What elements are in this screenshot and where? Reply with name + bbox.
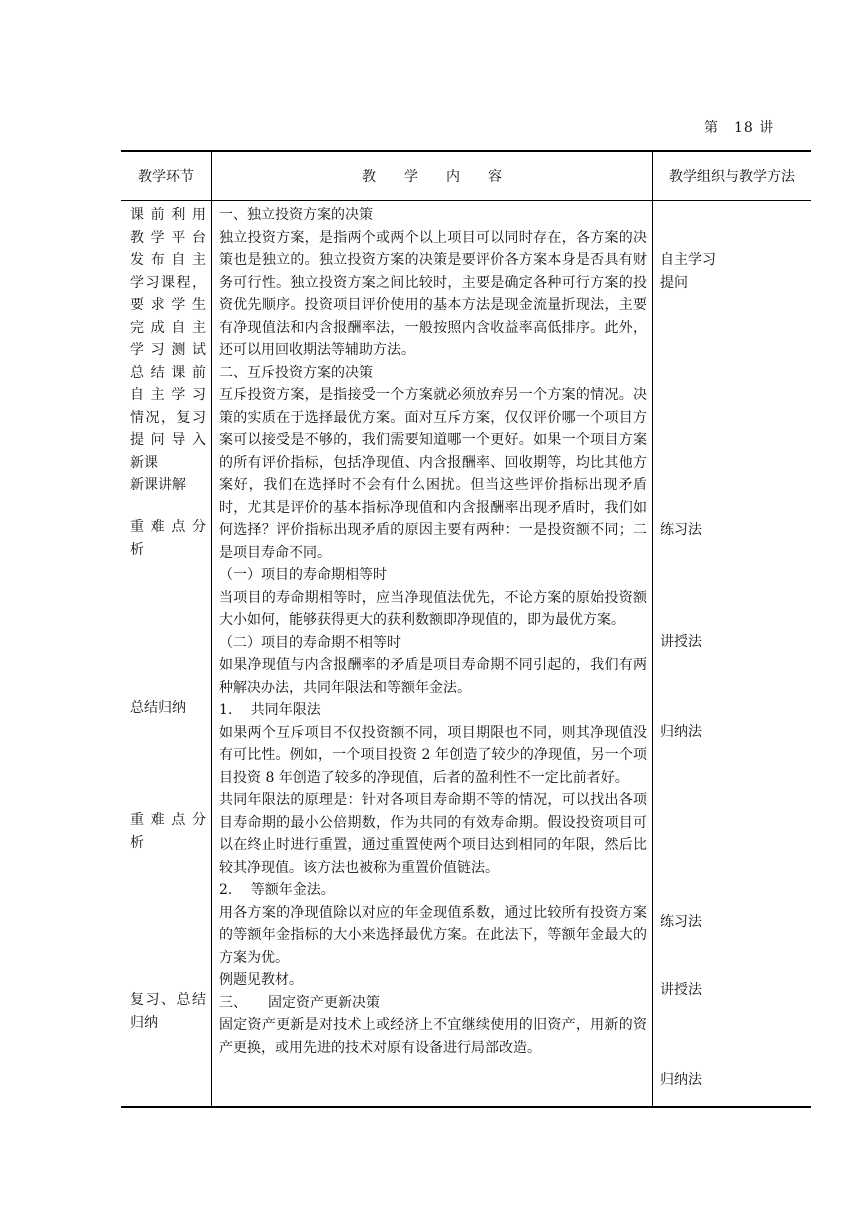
step-line: 学习课程， <box>130 274 206 291</box>
step-line: 析 <box>130 541 144 558</box>
header-divider <box>121 200 811 201</box>
method-practice: 练习法 <box>660 522 702 538</box>
lesson-table <box>121 150 811 1108</box>
header-method: 教学组织与教学方法 <box>669 169 795 185</box>
column-divider <box>211 152 212 1106</box>
section-heading: 一、独立投资方案的决策 <box>219 207 373 223</box>
method-self-study: 自主学习 <box>660 252 716 268</box>
step-line: 总结课前 <box>130 364 206 381</box>
method-practice: 练习法 <box>660 914 702 930</box>
step-line: 教学平台 <box>130 229 206 246</box>
step-line: 新课 <box>130 454 158 471</box>
paragraph: 共同年限法的原理是：针对各项目寿命期不等的情况，可以找出各项目寿命期的最小公倍期数，作为共同的有效寿命期。假设投资项目可以在终止时进行重置，通过重置使两个项目达到相同的年限，然后比较其净现值。该方法也被称为重置价值链法。 <box>219 792 647 876</box>
step-line: 情况，复习 <box>130 409 206 426</box>
step-intro <box>130 362 206 475</box>
header-section: 教学环节 <box>138 169 194 185</box>
step-key-points-2 <box>130 809 206 854</box>
section-heading: 三、 固定资产更新决策 <box>219 994 380 1011</box>
step-line: 要求学生 <box>130 297 206 313</box>
step-line: 完成自主 <box>130 319 206 336</box>
paragraph: 例题见教材。 <box>219 972 303 988</box>
method-lecture: 讲授法 <box>660 982 702 998</box>
paragraph: 固定资产更新是对技术上或经济上不宜继续使用的旧资产，用新的资产更换，或用先进的技术对原有设备进行局部改造。 <box>219 1017 647 1056</box>
header-content: 教 学 内 容 <box>362 169 502 185</box>
numbered-heading: 2. 等额年金法。 <box>219 882 335 898</box>
step-line: 析 <box>130 834 144 851</box>
method-questioning: 提问 <box>660 274 688 291</box>
subsection-heading: （二）项目的寿命期不相等时 <box>219 634 401 651</box>
step-summary <box>130 697 206 720</box>
step-line: 新课讲解 <box>130 477 186 493</box>
step-line: 提问导入 <box>130 432 206 448</box>
method-induction: 归纳法 <box>660 724 702 740</box>
step-preview <box>130 204 206 362</box>
step-line: 学习测试 <box>130 342 206 358</box>
step-line: 自主学习 <box>130 387 206 403</box>
paragraph: 当项目的寿命期相等时，应当净现值法优先，不论方案的原始投资额大小如何，能够获得更大的获利数额即净现值的，即为最优方案。 <box>219 589 647 628</box>
step-line: 归纳 <box>130 1014 158 1031</box>
lecture-number: 第 18 讲 <box>704 120 775 136</box>
paragraph: 如果两个互斥项目不仅投资额不同，项目期限也不同，则其净现值没有可比性。例如，一个项目投资 2 年创造了较少的净现值，另一个项目投资 8 年创造了较多的净现值，后者的盈利性不一定比前者好。 <box>219 724 647 786</box>
step-key-points <box>130 516 206 561</box>
step-line: 重难点分 <box>130 519 206 535</box>
column-divider <box>652 152 653 1106</box>
step-line: 课前利用 <box>130 207 206 223</box>
paragraph: 用各方案的净现值除以对应的年金现值系数，通过比较所有投资方案的等额年金指标的大小来选择最优方案。在此法下，等额年金最大的方案为优。 <box>219 904 647 966</box>
subsection-heading: （一）项目的寿命期相等时 <box>219 567 387 583</box>
paragraph: 互斥投资方案，是指接受一个方案就必须放弃另一个方案的情况。决策的实质在于选择最优方案。面对互斥方案，仅仅评价哪一个项目方案可以接受是不够的，我们需要知道哪一个更好。如果一个项目方案的所有评价指标，包括净现值、内含报酬率、回收期等，均比其他方案好，我们在选择时不会有什么困扰。但当这些评价指标出现矛盾时，尤其是评价的基本指标净现值和内含报酬率出现矛盾时，我们如何选择？评价指标出现矛盾的原因主要有两种：一是投资额不同；二是项目寿命不同。 <box>219 387 647 561</box>
step-line: 发布自主 <box>130 252 206 268</box>
numbered-heading: 1. 共同年限法 <box>219 702 321 718</box>
step-review <box>130 989 206 1034</box>
teaching-content <box>219 204 647 1059</box>
step-new-lesson <box>130 474 206 497</box>
paragraph: 如果净现值与内含报酬率的矛盾是项目寿命期不同引起的，我们有两种解决办法，共同年限法和等额年金法。 <box>219 657 647 696</box>
step-line: 总结归纳 <box>130 700 186 716</box>
step-line: 复习、总结 <box>130 992 206 1008</box>
method-lecture: 讲授法 <box>660 634 702 650</box>
method-induction: 归纳法 <box>660 1072 702 1088</box>
section-heading: 二、互斥投资方案的决策 <box>219 364 373 381</box>
step-line: 重难点分 <box>130 812 206 828</box>
paragraph: 独立投资方案，是指两个或两个以上项目可以同时存在，各方案的决策也是独立的。独立投资方案的决策是要评价各方案本身是否具有财务可行性。独立投资方案之间比较时，主要是确定各种可行方案的投资优先顺序。投资项目评价使用的基本方法是现金流量折现法，主要有净现值法和内含报酬率法，一般按照内含收益率高低排序。此外，还可以用回收期法等辅助方法。 <box>219 229 647 358</box>
